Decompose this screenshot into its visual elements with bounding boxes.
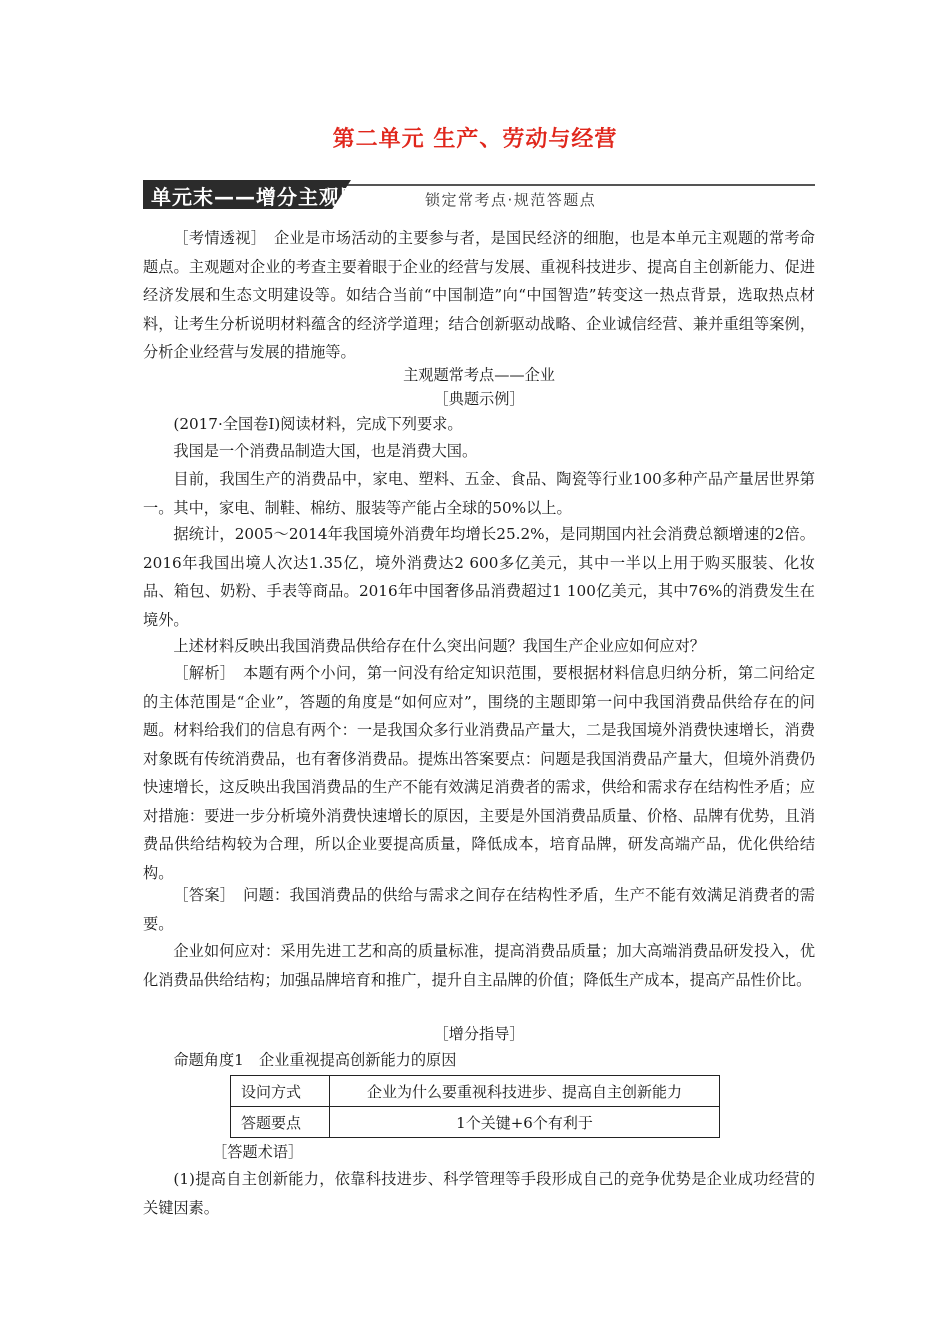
angle-title: 命题角度1 企业重视提高创新能力的原因 [173,1051,457,1069]
answer-table [230,1075,720,1138]
material-paragraph: 据统计，2005～2014年我国境外消费年均增长25.2%，是同期国内社会消费总额增速的2倍。2016年我国出境人次达1.35亿，境外消费达2 600多亿美元，其中一半以上用于购买服装、化妆品、箱包、奶粉、手表等商品。2016年中国奢侈品消费超过1 100亿美元，其中76%的消费发生在境外。 [143,525,815,629]
material-paragraph: 目前，我国生产的消费品中，家电、塑料、五金、食品、陶瓷等行业100多种产品产量居世界第一。其中，家电、制鞋、棉纺、服装等产能占全球的50%以上。 [143,470,815,517]
banner-subtitle: 锁定常考点·规范答题点 [425,191,597,209]
intro-paragraph: ［考情透视］ 企业是市场活动的主要参与者，是国民经济的细胞，也是本单元主观题的常考命题点。主观题对企业的考查主要着眼于企业的经营与发展、重视科技进步、提高自主创新能力、促进经济发展和生态文明建设等。如结合当前“中国制造”向“中国智造”转变这一热点背景，选取热点材料，让考生分析说明材料蕴含的经济学道理；结合创新驱动战略、企业诚信经营、兼并重组等案例，分析企业经营与发展的措施等。 [143,229,815,361]
banner-rule [339,184,815,186]
unit-title: 第二单元 生产、劳动与经营 [332,127,618,152]
guide-heading: ［增分指导］ [433,1025,525,1043]
section-banner [143,180,815,210]
example-heading: ［典题示例］ [433,390,525,408]
material-paragraph: 我国是一个消费品制造大国，也是消费大国。 [173,442,478,460]
section-title: 主观题常考点——企业 [403,366,555,384]
terms-heading: ［答题术语］ [212,1143,304,1161]
question: 上述材料反映出我国消费品供给存在什么突出问题？我国生产企业应如何应对？ [173,637,705,655]
answer-paragraph: 企业如何应对：采用先进工艺和高的质量标准，提高消费品质量；加大高端消费品研发投入，优化消费品供给结构；加强品牌培育和推广，提升自主品牌的价值；降低生产成本，提高产品性价比。 [143,942,815,989]
term-paragraph: (1)提高自主创新能力，依靠科技进步、科学管理等手段形成自己的竞争优势是企业成功经营的关键因素。 [143,1170,815,1217]
table-cell-value: 1个关键+6个有利于 [330,1107,720,1138]
table-cell-key: 答题要点 [231,1107,330,1138]
table-cell-key: 设问方式 [231,1076,330,1107]
answer-paragraph: ［答案］ 问题：我国消费品的供给与需求之间存在结构性矛盾，生产不能有效满足消费者的需要。 [143,886,815,933]
table-cell-value: 企业为什么要重视科技进步、提高自主创新能力 [330,1076,720,1107]
table-row [231,1107,720,1138]
table-row [231,1076,720,1107]
material-source: (2017·全国卷Ⅰ)阅读材料，完成下列要求。 [173,415,463,433]
banner-label: 单元末——增分主观题 [151,185,361,209]
analysis-paragraph: ［解析］ 本题有两个小问，第一问没有给定知识范围，要根据材料信息归纳分析，第二问给定的主体范围是“企业”，答题的角度是“如何应对”，围绕的主题即第一问中我国消费品供给存在的问题。材料给我们的信息有两个：一是我国众多行业消费品产量大，二是我国境外消费快速增长，消费对象既有传统消费品，也有奢侈消费品。提炼出答案要点：问题是我国消费品产量大，但境外消费仍快速增长，这反映出我国消费品的生产不能有效满足消费者的需求，供给和需求存在结构性矛盾；应对措施：要进一步分析境外消费快速增长的原因，主要是外国消费品质量、价格、品牌有优势，且消费品供给结构较为合理，所以企业要提高质量，降低成本，培育品牌，研发高端产品，优化供给结构。 [143,664,815,882]
